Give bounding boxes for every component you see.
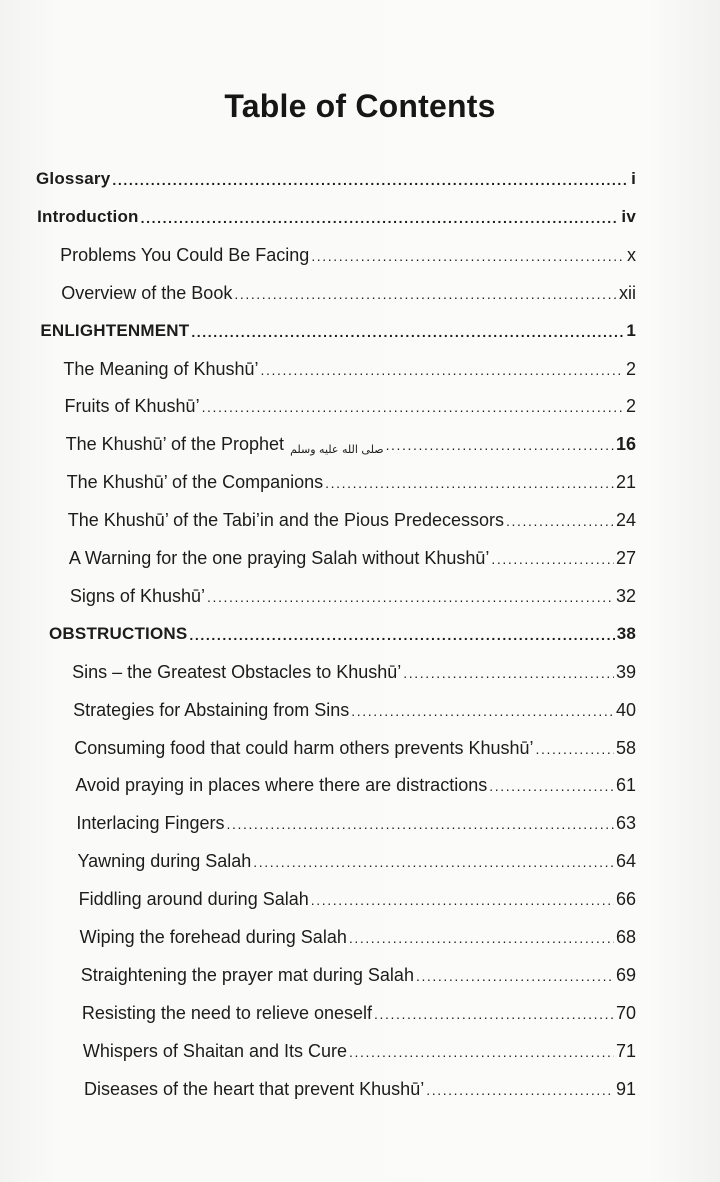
dot-leader bbox=[325, 471, 614, 493]
toc-entry-page-number: 64 bbox=[615, 851, 636, 872]
dot-leader bbox=[226, 812, 613, 834]
toc-entry-title: Sins – the Greatest Obstacles to Khushū’ bbox=[72, 661, 402, 682]
dot-leader bbox=[536, 737, 614, 759]
dot-leader bbox=[261, 358, 624, 380]
toc-entry-page-number: 27 bbox=[615, 548, 636, 568]
toc-entry-title: Overview of the Book bbox=[61, 282, 233, 303]
toc-entry bbox=[60, 236, 636, 266]
toc-entry bbox=[73, 691, 636, 721]
toc-entry-title: The Khushū’ of the Prophet bbox=[65, 434, 285, 455]
toc-entry-page-number: 21 bbox=[615, 472, 636, 493]
toc-entry-page-number: iv bbox=[621, 206, 636, 226]
dot-leader bbox=[349, 1040, 614, 1062]
toc-entry bbox=[83, 1032, 636, 1062]
toc-entry bbox=[37, 198, 636, 228]
toc-entry bbox=[78, 842, 637, 872]
toc-entry-page-number: 71 bbox=[615, 1040, 636, 1061]
toc-entry-page-number: i bbox=[631, 169, 636, 188]
toc-entry-page-number: 38 bbox=[616, 623, 636, 643]
toc-entry-page-number: 58 bbox=[615, 737, 636, 758]
toc-entry-page-number: 66 bbox=[615, 889, 636, 910]
toc-entry-page-number: 40 bbox=[615, 699, 636, 720]
toc-entry-title: ENLIGHTENMENT bbox=[40, 320, 190, 340]
toc-entry-page-number: 1 bbox=[626, 320, 636, 340]
toc-entry-page-number: 61 bbox=[615, 775, 636, 796]
toc-entry bbox=[82, 994, 636, 1024]
toc-entry bbox=[66, 425, 636, 455]
toc-entry-title: OBSTRUCTIONS bbox=[49, 623, 188, 643]
toc-entry-page-number: 70 bbox=[615, 1002, 636, 1023]
toc-entry-page-number: 16 bbox=[615, 434, 636, 455]
toc-entry bbox=[49, 615, 636, 645]
toc-entry bbox=[61, 274, 636, 304]
dot-leader bbox=[489, 774, 614, 796]
toc-entry-page-number: xii bbox=[619, 282, 636, 303]
toc-entry bbox=[36, 160, 636, 190]
toc-entry bbox=[70, 577, 636, 607]
toc-entry-title: Glossary bbox=[36, 169, 111, 188]
dot-leader bbox=[426, 1078, 614, 1100]
toc-entry-title: Problems You Could Be Facing bbox=[60, 244, 310, 265]
dot-leader bbox=[202, 395, 624, 417]
dot-leader bbox=[189, 623, 614, 645]
toc-entry-title: Yawning during Salah bbox=[77, 851, 252, 872]
toc-entry bbox=[69, 539, 636, 569]
toc-entry bbox=[63, 350, 636, 380]
toc-entry-title: The Meaning of Khushū’ bbox=[63, 358, 259, 379]
page-title: Table of Contents bbox=[224, 88, 496, 124]
dot-leader bbox=[506, 509, 614, 531]
dot-leader bbox=[491, 547, 614, 569]
toc-entry-title: Fruits of Khushū’ bbox=[64, 396, 200, 417]
toc-entry bbox=[68, 501, 636, 531]
toc-entry-title: Interlacing Fingers bbox=[76, 813, 225, 834]
dot-leader bbox=[253, 850, 614, 872]
toc-entry-page-number: 32 bbox=[615, 585, 636, 606]
toc-entry-title: Resisting the need to relieve oneself bbox=[81, 1002, 373, 1023]
toc-entry-page-number: 69 bbox=[615, 964, 636, 985]
toc-entry bbox=[84, 1070, 636, 1100]
dot-leader bbox=[349, 926, 614, 948]
dot-leader bbox=[191, 320, 624, 342]
toc-entry bbox=[72, 653, 636, 683]
dot-leader bbox=[386, 433, 614, 455]
toc-entry-title: Fiddling around during Salah bbox=[78, 889, 309, 910]
dot-leader bbox=[207, 585, 614, 607]
honorific-calligraphy: صلى الله عليه وسلم bbox=[290, 443, 384, 457]
dot-leader bbox=[234, 282, 617, 304]
toc-entry bbox=[81, 956, 636, 986]
toc-entry-title: Straightening the prayer mat during Salah bbox=[80, 964, 414, 985]
toc-entry-page-number: 91 bbox=[615, 1078, 636, 1099]
dot-leader bbox=[311, 244, 625, 266]
toc-entry-title: The Khushū’ of the Tabi’in and the Pious Predecessors bbox=[67, 510, 505, 531]
toc-entry-title: Whispers of Shaitan and Its Cure bbox=[82, 1040, 348, 1061]
dot-leader bbox=[141, 206, 620, 228]
toc-entry-page-number: 24 bbox=[615, 510, 636, 531]
toc-entry-title: Strategies for Abstaining from Sins bbox=[73, 699, 350, 720]
toc-entry-title: Wiping the forehead during Salah bbox=[79, 927, 347, 947]
toc-entry bbox=[67, 463, 636, 493]
toc-entry bbox=[74, 729, 636, 759]
toc-entry-page-number: 63 bbox=[615, 813, 636, 834]
dot-leader bbox=[351, 699, 614, 721]
toc-entry bbox=[75, 766, 636, 796]
dot-leader bbox=[112, 168, 629, 190]
toc-entry-page-number: 39 bbox=[615, 661, 636, 682]
toc-entry-title: Signs of Khushū’ bbox=[69, 585, 205, 606]
toc-entry bbox=[76, 804, 636, 834]
toc-entry bbox=[40, 312, 636, 342]
toc-entry bbox=[65, 387, 637, 417]
dot-leader bbox=[403, 661, 614, 683]
dot-leader bbox=[374, 1002, 614, 1024]
toc-entry-title: The Khushū’ of the Companions bbox=[66, 472, 324, 493]
dot-leader bbox=[416, 964, 614, 986]
toc-entry-title: Avoid praying in places where there are distractions bbox=[75, 775, 488, 796]
toc-entry-page-number: 68 bbox=[615, 927, 636, 947]
toc-entry-page-number: 2 bbox=[625, 358, 636, 379]
toc-entry-page-number: x bbox=[626, 244, 636, 265]
dot-leader bbox=[311, 888, 614, 910]
toc-entry-title: A Warning for the one praying Salah without Khushū’ bbox=[68, 548, 490, 568]
toc-entry-page-number: 2 bbox=[625, 396, 636, 417]
toc-entry-title: Consuming food that could harm others prevents Khushū’ bbox=[74, 737, 534, 758]
toc-entry-title: Introduction bbox=[37, 206, 139, 226]
toc-entry-title: Diseases of the heart that prevent Khushū’ bbox=[84, 1078, 425, 1099]
toc-entry bbox=[80, 918, 636, 948]
toc-entry bbox=[79, 880, 636, 910]
